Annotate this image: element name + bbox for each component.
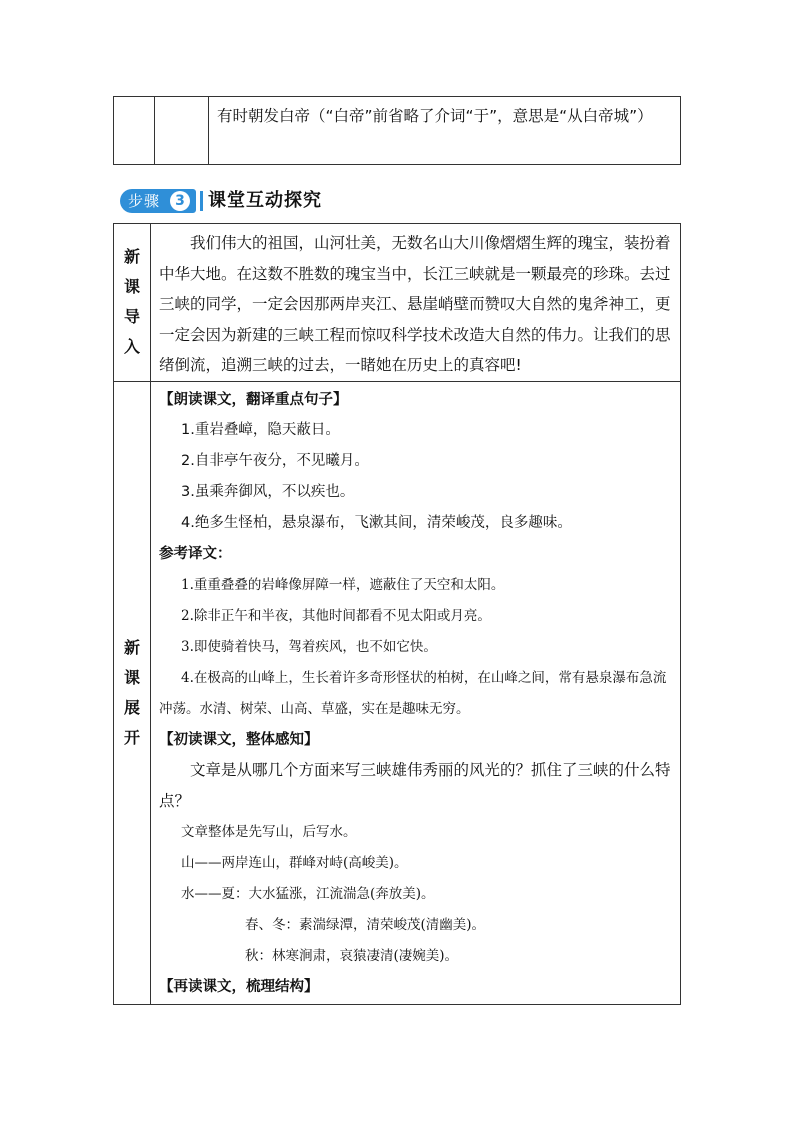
expand-label-char: 新 — [123, 637, 140, 657]
reference-translation-heading: 参考译文： — [159, 545, 232, 562]
lesson-table — [113, 223, 681, 1005]
top-table-text-cell — [209, 97, 681, 165]
step-header — [120, 188, 420, 214]
answer-line: 文章整体是先写山，后写水。 — [181, 823, 357, 840]
reference-translation: 4.在极高的山峰上，生长着许多奇形怪状的柏树，在山峰之间，常有悬泉瀑布急流冲荡。水清、树荣、山高、草盛，实在是趣味无穷。 — [159, 669, 667, 717]
expand-label-char: 课 — [123, 667, 140, 687]
answer-line-indented: 春、冬：素湍绿潭，清荣峻茂(清幽美)。 — [245, 916, 486, 933]
reference-translation: 3.即使骑着快马，驾着疾风，也不如它快。 — [181, 638, 437, 655]
expand-label-char: 展 — [123, 697, 140, 717]
answer-line: 水——夏：大水猛涨，江流湍急(奔放美)。 — [181, 885, 435, 902]
key-sentence: 3.虽乘奔御风，不以疾也。 — [181, 483, 355, 500]
step-title: 课堂互动探究 — [208, 190, 322, 211]
key-sentence: 1.重岩叠嶂，隐天蔽日。 — [181, 421, 340, 438]
step-badge-text: 步骤 — [128, 192, 161, 210]
section-heading-reread-structure: 【再读课文，梳理结构】 — [159, 978, 319, 995]
step-divider-bar — [200, 191, 203, 211]
key-sentence: 4.绝多生怪柏，悬泉瀑布，飞漱其间，清荣峻茂，良多趣味。 — [181, 514, 572, 531]
step-badge — [120, 189, 196, 213]
intro-label-char: 入 — [123, 337, 140, 357]
section-heading-read-translate: 【朗读课文，翻译重点句子】 — [159, 391, 348, 408]
top-table — [113, 96, 681, 165]
top-table-cell-empty-2 — [155, 97, 209, 165]
question-text: 文章是从哪几个方面来写三峡雄伟秀丽的风光的？抓住了三峡的什么特点？ — [159, 760, 671, 810]
top-table-cell-empty-1 — [114, 97, 155, 165]
top-table-text: 有时朝发白帝（“白帝”前省略了介词“于”，意思是“从白帝城”） — [217, 107, 653, 125]
intro-label-char: 课 — [123, 277, 140, 297]
expand-label-char: 开 — [123, 727, 140, 747]
expand-label-cell — [114, 381, 151, 1004]
intro-content-cell — [151, 224, 681, 382]
intro-label-char: 导 — [123, 307, 140, 327]
section-heading-first-read: 【初读课文，整体感知】 — [159, 731, 319, 748]
expand-content-cell — [151, 381, 681, 1004]
step-number-circle-icon: 3 — [170, 191, 190, 211]
answer-line: 山——两岸连山，群峰对峙(高峻美)。 — [181, 854, 408, 871]
reference-translation: 1.重重叠叠的岩峰像屏障一样，遮蔽住了天空和太阳。 — [181, 576, 505, 593]
reference-translation: 2.除非正午和半夜，其他时间都看不见太阳或月亮。 — [181, 607, 491, 624]
key-sentence: 2.自非亭午夜分，不见曦月。 — [181, 452, 369, 469]
intro-label-cell — [114, 224, 151, 382]
intro-paragraph: 我们伟大的祖国，山河壮美，无数名山大川像熠熠生辉的瑰宝，装扮着中华大地。在这数不胜数的瑰宝当中，长江三峡就是一颗最亮的珍珠。去过三峡的同学，一定会因那两岸夹江、悬崖峭壁而赞叹大自然的鬼斧神工，更一定会因为新建的三峡工程而惊叹科学技术改造大自然的伟力。让我们的思绪倒流，追溯三峡的过去，一睹她在历史上的真容吧! — [159, 234, 671, 374]
answer-line-indented: 秋：林寒涧肃，哀猿凄清(凄婉美)。 — [245, 947, 459, 964]
intro-label-char: 新 — [123, 247, 140, 267]
